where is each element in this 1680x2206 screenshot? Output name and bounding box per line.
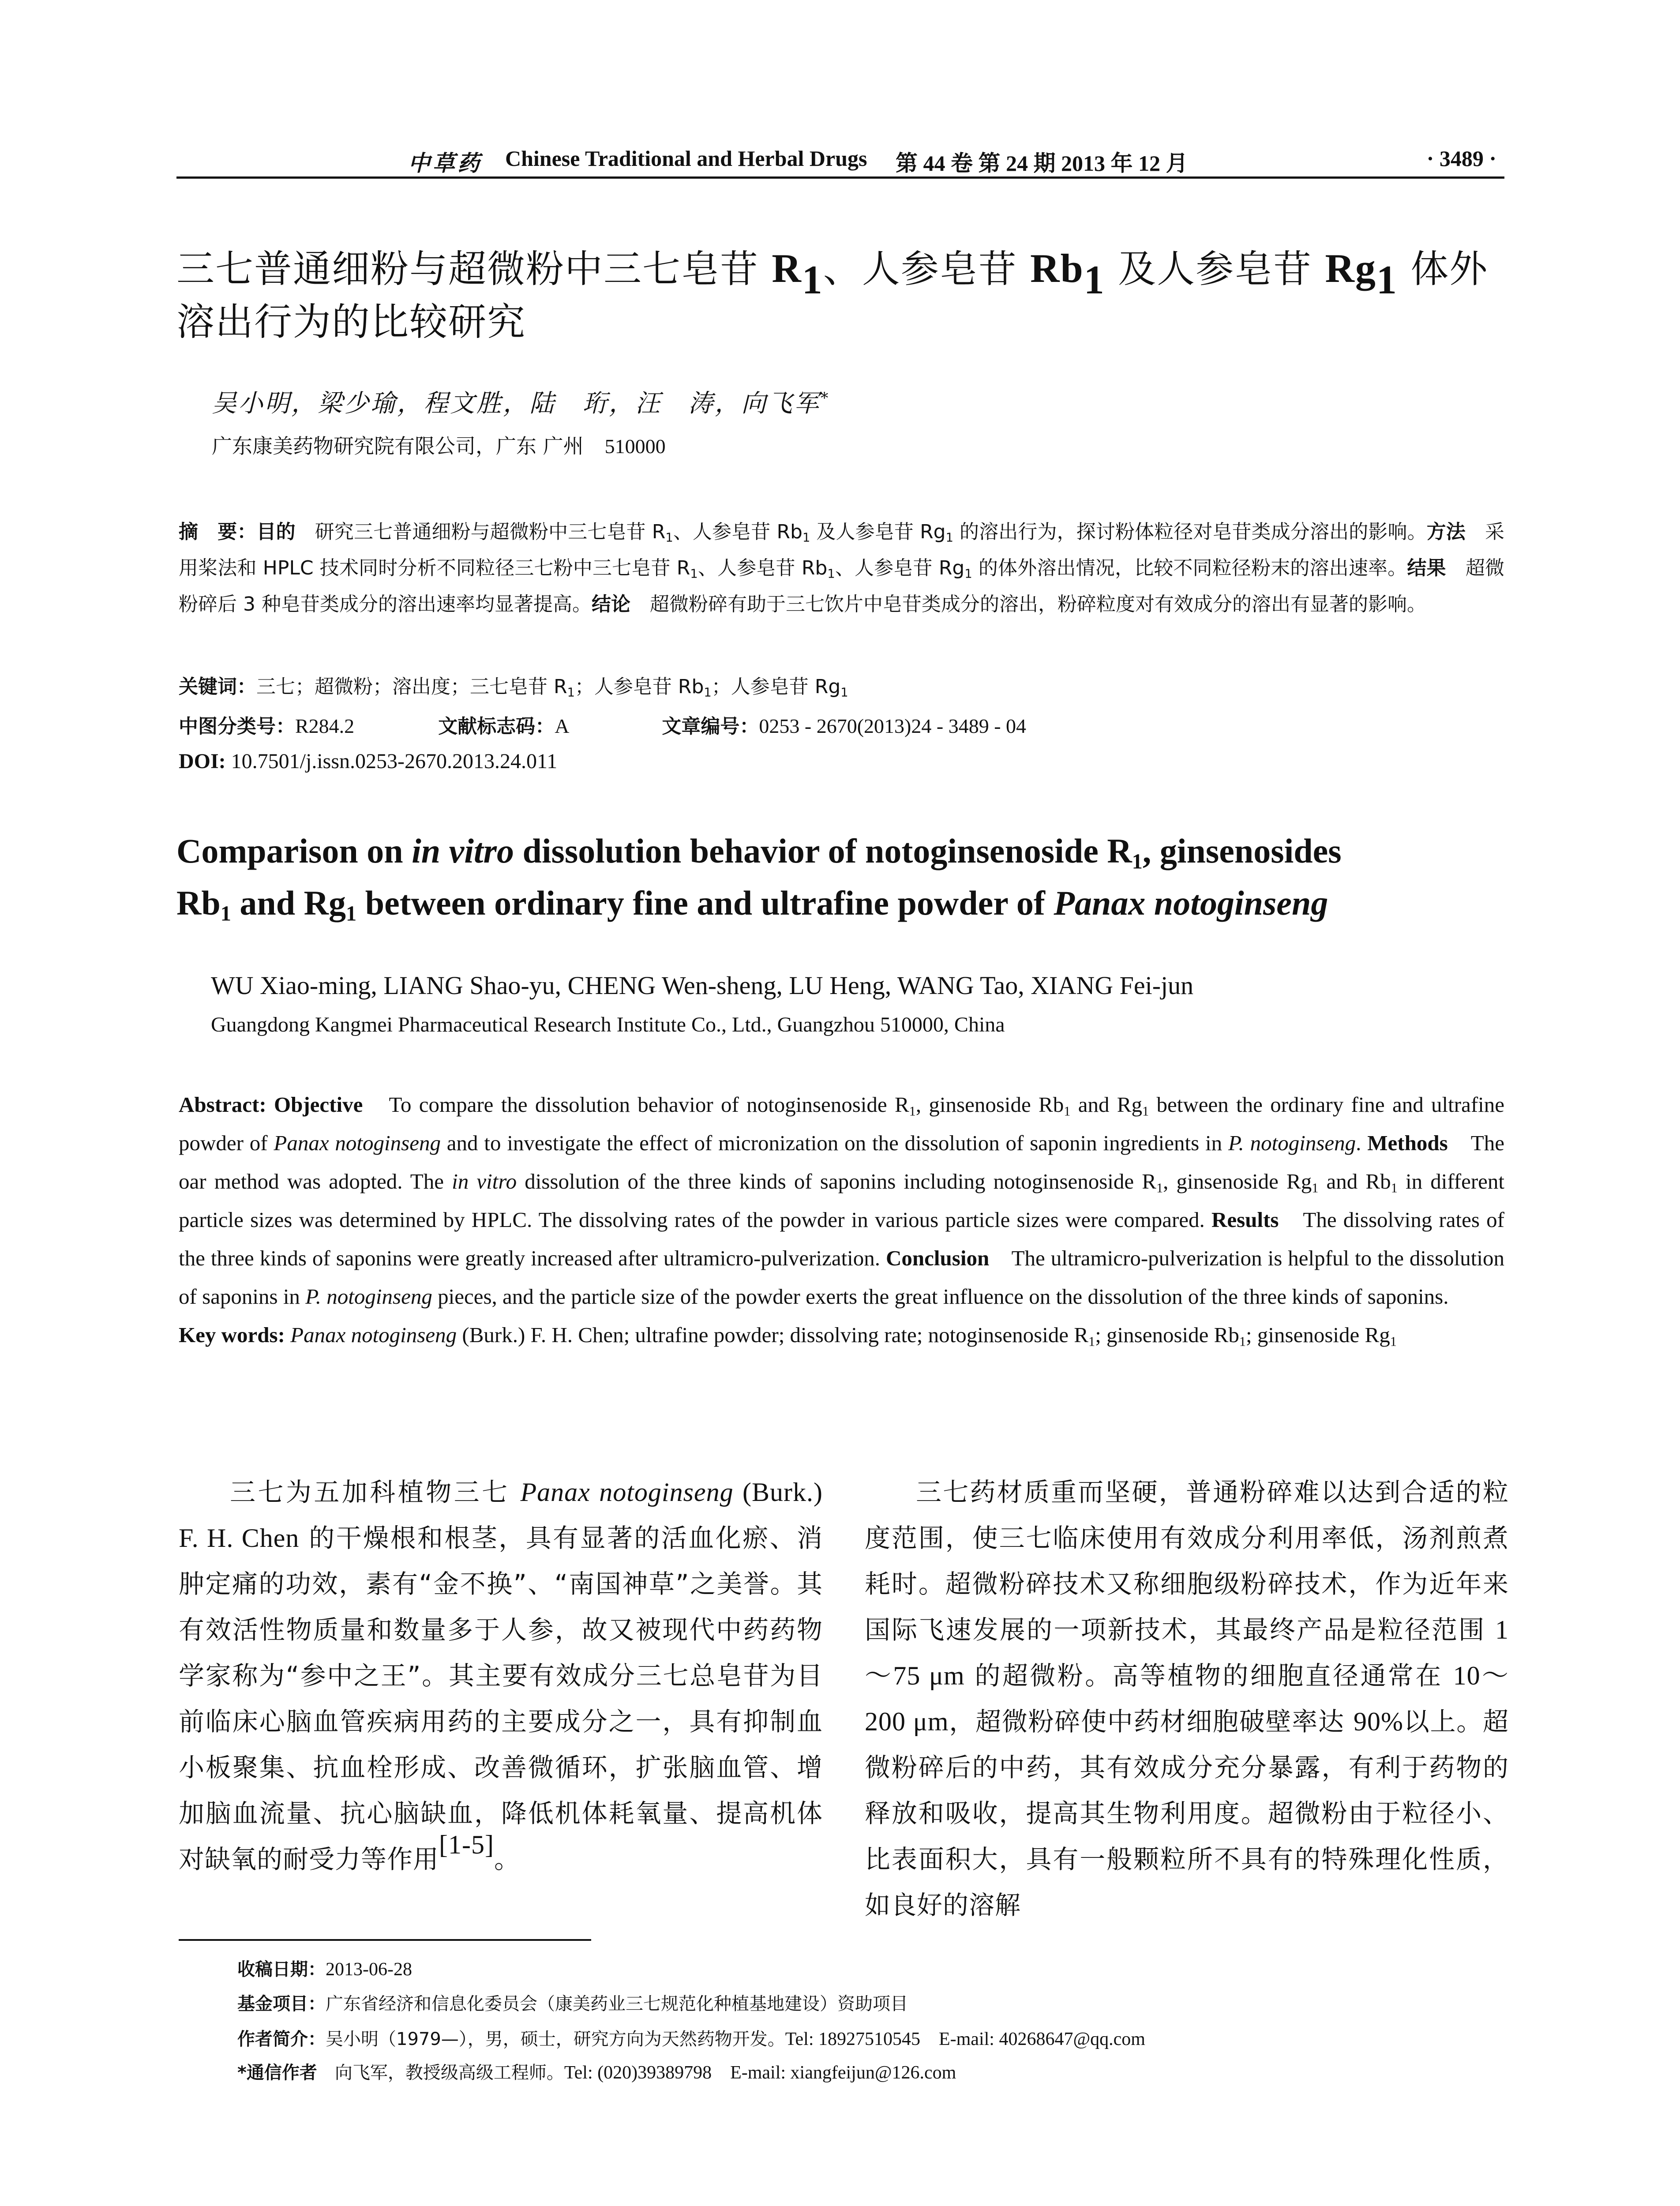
en-affiliation: Guangdong Kangmei Pharmaceutical Research Institute Co., Ltd., Guangzhou 510000, China <box>211 1013 1005 1036</box>
cn-objective-text: 及人参皂苷 Rg <box>810 521 946 543</box>
cn-abstract-label: 摘 要： <box>179 521 257 543</box>
footnote-author <box>237 2024 1145 2051</box>
corresponding-mark: * <box>821 389 830 407</box>
en-methods-text: in different particle sizes was determined by HPLC. The dissolving rates of the powder in various particle sizes were compared. <box>179 1169 1504 1232</box>
cn-title-line-2: 溶出行为的比较研究 <box>176 300 526 344</box>
footnote-label: 基金项目： <box>237 1994 326 2014</box>
en-methods-text: The oar method was adopted. The <box>179 1131 1504 1193</box>
en-abstract <box>179 1085 1504 1354</box>
cn-methods-label: 方法 <box>1426 521 1466 543</box>
cn-methods-text: 、人参皂苷 Rg <box>835 557 965 579</box>
footnote-label: 作者简介： <box>237 2029 326 2049</box>
footnote-label: *通信作者 <box>237 2063 317 2083</box>
corresponding-contact[interactable]: Tel: (020)39389798 E-mail: xiangfeijun@126.com <box>564 2063 956 2083</box>
subscript: 1 <box>909 1103 916 1119</box>
cn-conclusion-text: 超微粉碎有助于三七饮片中皂苷类成分的溶出，粉碎粒度对有效成分的溶出有显著的影响。 <box>630 593 1426 615</box>
cn-objective-text: 研究三七普通细粉与超微粉中三七皂苷 R <box>295 521 666 543</box>
author-contact[interactable]: Tel: 18927510545 E-mail: 40268647@qq.com <box>785 2029 1145 2049</box>
volume-issue: 第 44 卷 第 24 期 2013 年 12 月 <box>896 151 1188 176</box>
footnote-received <box>237 1955 412 1981</box>
en-title-text: Rb <box>176 884 221 922</box>
cn-objective-label: 目的 <box>256 521 296 543</box>
cn-affiliation-zip: 510000 <box>604 435 666 458</box>
en-results-text: The dissolving rates of the three kinds of saponins were greatly increased after ultramicro-pulverization. <box>179 1208 1504 1270</box>
en-keywords-label: Key words: <box>179 1323 291 1347</box>
doc-code: A <box>555 715 570 737</box>
en-results-label: Results <box>1211 1208 1279 1232</box>
en-title-italic: Panax notoginseng <box>1054 884 1328 922</box>
species-name: P. notoginseng <box>1228 1131 1356 1155</box>
cn-keywords-text: 三七；超微粉；溶出度；三七皂苷 R <box>256 675 567 698</box>
en-objective-text: . <box>1356 1131 1368 1155</box>
cn-methods-text: 、人参皂苷 Rb <box>698 557 828 579</box>
en-keywords-text: ; ginsenoside Rg <box>1246 1323 1390 1347</box>
body-text: 。 <box>494 1844 520 1874</box>
cn-title-text: 、人参皂苷 <box>823 247 1031 291</box>
fund-text: 广东省经济和信息化委员会（康美药业三七规范化种植基地建设）资助项目 <box>326 1994 908 2014</box>
subscript: 1 <box>690 567 698 581</box>
cn-classification <box>179 710 1026 739</box>
en-title-text: Comparison on <box>176 832 412 870</box>
en-title-italic: in vitro <box>412 832 514 870</box>
en-title-text: dissolution behavior of notoginsenoside R <box>514 832 1132 870</box>
en-objective-label: Abstract: Objective <box>179 1092 363 1117</box>
body-text: 10～200 μm <box>865 1661 1509 1736</box>
cn-keywords-text: ；人参皂苷 Rb <box>574 675 704 698</box>
body-column-right <box>865 1469 1509 1928</box>
en-title-text: and Rg <box>231 884 346 922</box>
subscript: 1 <box>1142 1103 1149 1119</box>
page-number: · 3489 · <box>1426 146 1496 171</box>
cn-keywords <box>179 671 848 699</box>
body-text: 三七药材质重而坚硬，普通粉碎难以达到合适的粒度范围，使三七临床使用有效成分利用率低，汤剂煎煮耗时。超微粉碎技术又称细胞级粉碎技术，作为近年来国际飞速发展的一项新技术，其最终产品是粒径范围 <box>865 1477 1509 1645</box>
cn-author-list: 吴小明，梁少瑜，程文胜，陆 珩，汪 涛，向飞军 <box>212 389 821 418</box>
doi-label: DOI: <box>179 750 226 773</box>
subscript: 1 <box>964 567 972 581</box>
en-objective-text: between the ordinary fine and ultrafine powder of <box>179 1092 1505 1155</box>
subscript: 1 <box>704 686 712 700</box>
cn-methods-text: 的体外溶出情况，比较不同粒径粉末的溶出速率。 <box>972 557 1407 579</box>
doi-link[interactable]: 10.7501/j.issn.0253-2670.2013.24.011 <box>225 750 558 773</box>
body-text: 1～75 μm <box>865 1615 1509 1690</box>
received-date: 2013-06-28 <box>326 1959 412 1980</box>
en-methods-label: Methods <box>1367 1131 1448 1155</box>
cn-objective-text: 、人参皂苷 Rb <box>673 521 802 543</box>
cn-title-symbol: Rb <box>1030 246 1084 291</box>
subscript: 1 <box>1312 1180 1319 1196</box>
body-column-left <box>179 1469 823 1882</box>
subscript: 1 <box>220 902 231 926</box>
en-conclusion-label: Conclusion <box>886 1246 990 1270</box>
cn-keywords-label: 关键词： <box>179 675 256 698</box>
en-methods-text: dissolution of the three kinds of saponins including notoginsenoside R <box>517 1169 1156 1193</box>
cn-results-label: 结果 <box>1407 557 1446 579</box>
subscript: 1 <box>1156 1180 1163 1196</box>
cn-title-text: 体外 <box>1397 247 1489 291</box>
en-methods-text: , ginsenoside Rg <box>1163 1169 1312 1193</box>
en-keywords-text: (Burk.) F. H. Chen; ultrafine powder; dissolving rate; notoginsenoside R <box>457 1323 1088 1347</box>
article-number: 0253 - 2670(2013)24 - 3489 - 04 <box>759 715 1027 737</box>
body-text: 90% <box>1353 1707 1403 1736</box>
cn-objective-text: 的溶出行为，探讨粉体粒径对皂苷类成分溶出的影响。 <box>953 521 1427 543</box>
clc-number: R284.2 <box>295 715 355 737</box>
footnote-label: 收稿日期： <box>237 1959 326 1980</box>
cn-title-text: 及人参皂苷 <box>1105 247 1325 291</box>
footnote-rule <box>179 1939 591 1941</box>
clc-label: 中图分类号： <box>179 715 295 738</box>
journal-name-en: Chinese Traditional and Herbal Drugs <box>505 146 867 171</box>
subscript: 1 <box>1391 1180 1398 1196</box>
author-bio: 吴小明（1979—），男，硕士，研究方向为天然药物开发。 <box>326 2029 785 2049</box>
cn-methods-text: 采用桨法和 HPLC 技术同时分析不同粒径三七粉中三七皂苷 R <box>179 521 1505 579</box>
en-keywords-text: ; ginsenoside Rb <box>1095 1323 1239 1347</box>
subscript: 1 <box>1239 1334 1246 1349</box>
en-authors: WU Xiao-ming, LIANG Shao-yu, CHENG Wen-sheng, LU Heng, WANG Tao, XIANG Fei-jun <box>211 971 1194 1000</box>
en-methods-italic: in vitro <box>452 1169 517 1193</box>
body-paragraph <box>865 1469 1509 1928</box>
subscript: 1 <box>802 531 810 545</box>
en-title-line-1 <box>176 825 1509 877</box>
en-objective-text: and Rg <box>1070 1092 1142 1117</box>
corresponding-bio: 向飞军，教授级高级工程师。 <box>317 2063 564 2083</box>
cn-title-symbol: R <box>772 246 802 291</box>
body-paragraph <box>179 1469 823 1882</box>
subscript: 1 <box>840 686 848 700</box>
cn-title-subscript: 1 <box>1376 257 1398 302</box>
en-title <box>176 825 1509 929</box>
en-objective-text: and to investigate the effect of micronization on the dissolution of saponin ingredients in <box>440 1131 1228 1155</box>
cn-title-subscript: 1 <box>802 257 823 302</box>
subscript: 1 <box>665 531 673 545</box>
cn-results-text: 超微粉碎后 3 种皂苷类成分的溶出速率均显著提高。 <box>179 557 1505 615</box>
running-header <box>176 140 1504 180</box>
species-name: Panax notoginseng <box>290 1323 457 1347</box>
doc-code-label: 文献标志码： <box>438 715 555 738</box>
footnote-fund <box>237 1990 908 2015</box>
en-title-text: between ordinary fine and ultrafine powder of <box>356 884 1054 922</box>
body-text: 三七为五加科植物三七 <box>230 1477 521 1507</box>
cn-title-symbol: Rg <box>1325 246 1376 291</box>
cn-affiliation-text: 广东康美药物研究院有限公司，广东 广州 <box>212 434 584 458</box>
cn-title-line-1 <box>176 242 1509 302</box>
en-title-text: , ginsenosides <box>1142 832 1342 870</box>
cn-authors <box>212 384 830 419</box>
subscript: 1 <box>827 567 835 581</box>
footnote-corresponding <box>237 2058 956 2084</box>
subscript: 1 <box>1064 1103 1071 1119</box>
subscript: 1 <box>1088 1334 1095 1349</box>
body-text: 的干燥根和根茎，具有显著的活血化瘀、消肿定痛的功效，素有“金不换”、“南国神草”之美誉。其有效活性物质量和数量多于人参，故又被现代中药药物学家称为“参中之王”。其主要有效成分三七总皂苷为目前临床心脑血管疾病用药的主要成分之一，具有抑制血小板聚集、抗血栓形成、改善微循环，扩张脑血管、增加脑血流量、抗心脑缺血，降低机体耗氧量、提高机体对缺氧的耐受力等作用 <box>179 1523 823 1874</box>
body-text: (Burk.) F. H. Chen <box>179 1478 823 1553</box>
citation-ref[interactable]: [1-5] <box>439 1830 494 1859</box>
subscript: 1 <box>567 686 575 700</box>
en-methods-text: and Rb <box>1318 1169 1391 1193</box>
body-text: 的超微粉。高等植物的细胞直径通常在 <box>964 1661 1453 1691</box>
cn-conclusion-label: 结论 <box>591 593 630 615</box>
cn-title-text: 三七普通细粉与超微粉中三七皂苷 <box>176 247 772 291</box>
en-title-line-2 <box>176 877 1509 929</box>
journal-name-cn: 中草药 <box>408 150 482 176</box>
en-objective-text: To compare the dissolution behavior of notoginsenoside R <box>363 1092 909 1117</box>
cn-title <box>176 242 1509 349</box>
header-rule <box>176 176 1504 179</box>
cn-keywords-text: ；人参皂苷 Rg <box>711 675 841 698</box>
body-text: 以上。超微粉碎后的中药，其有效成分充分暴露，有利于药物的释放和吸收，提高其生物利用度。超微粉由于粒径小、比表面积大，具有一般颗粒所不具有的特殊理化性质，如良好的溶解 <box>865 1707 1509 1920</box>
en-conclusion-text: The ultramicro-pulverization is helpful to the dissolution of saponins in <box>179 1246 1504 1309</box>
subscript: 1 <box>1132 850 1143 874</box>
article-number-label: 文章编号： <box>662 715 759 738</box>
subscript: 1 <box>945 531 953 545</box>
cn-abstract <box>179 514 1504 623</box>
species-name: Panax notoginseng <box>274 1131 441 1155</box>
doi <box>179 749 557 773</box>
en-objective-text: , ginsenoside Rb <box>915 1092 1064 1117</box>
subscript: 1 <box>346 902 357 926</box>
body-text: ，超微粉碎使中药材细胞破壁率达 <box>949 1707 1354 1737</box>
subscript: 1 <box>1390 1334 1397 1349</box>
cn-affiliation <box>212 430 666 459</box>
species-name: Panax notoginseng <box>520 1478 734 1507</box>
species-name: P. notoginseng <box>305 1284 432 1309</box>
cn-title-subscript: 1 <box>1084 257 1105 302</box>
en-conclusion-text: pieces, and the particle size of the powder exerts the great influence on the dissolution of the three kinds of saponins. <box>432 1284 1449 1309</box>
